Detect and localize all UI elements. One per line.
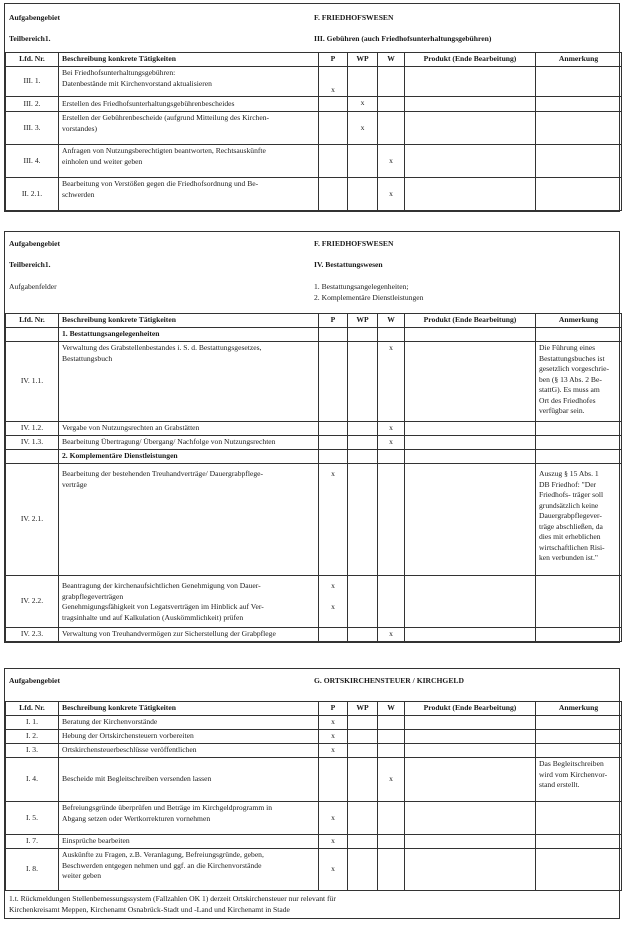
empty-cell [348,450,378,464]
task-table [5,701,622,891]
desc-line: Erstellen der Gebührenbescheide (aufgrund Mitteilung des Kirchen- [62,113,270,122]
footnote [5,891,619,918]
block-ortskirchensteuer [4,668,620,919]
anmerkung-cell [536,849,622,891]
produkt-cell [405,97,536,112]
row-nr: IV. 2.2. [6,576,59,628]
p-mark [319,342,348,422]
label-teilbereich: Teilbereich1. [9,260,51,269]
anmerkung-cell [536,112,622,145]
w-mark [378,716,405,730]
label-aufgabenfelder: Aufgabenfelder [9,282,57,291]
row-nr: IV. 1.3. [6,436,59,450]
row-desc [59,849,319,891]
p-mark [319,628,348,642]
anmerkung-cell [536,758,622,802]
anmerkung-cell [536,342,622,422]
empty-cell [348,328,378,342]
col-header-w: W [378,314,405,328]
desc-line: Auskünfte zu Fragen, z.B. Veranlagung, Befreiungsgründe, geben, [62,850,264,859]
w-mark [378,802,405,835]
produkt-cell [405,576,536,628]
wp-mark [348,464,378,576]
wp-mark [348,576,378,628]
row-nr: I. 3. [6,744,59,758]
col-header-nr: Lfd. Nr. [6,53,59,67]
p-mark: x [319,716,348,730]
col-header-p: P [319,314,348,328]
produkt-cell [405,342,536,422]
col-header-produkt: Produkt (Ende Bearbeitung) [405,314,536,328]
block-bestattungswesen [4,231,620,643]
row-desc [59,145,319,178]
w-mark [378,464,405,576]
empty-cell [536,450,622,464]
produkt-cell [405,422,536,436]
w-mark [378,97,405,112]
row-desc [59,112,319,145]
w-mark [378,744,405,758]
desc-line: Datenbestände mit Kirchenvorstand aktualisieren [62,78,212,88]
anmerkung-cell [536,835,622,849]
produkt-cell [405,145,536,178]
w-mark: x [378,436,405,450]
row-nr: III. 3. [6,112,59,145]
wp-mark [348,835,378,849]
table-row [6,835,622,849]
label-aufgabengebiet: Aufgabengebiet [9,13,61,22]
row-nr: I. 2. [6,730,59,744]
aufgabengebiet-value: G. ORTSKIRCHENSTEUER / KIRCHGELD [314,676,464,685]
desc-line: Beschwerden entgegen nehmen und ggf. an die Kirchenvorstände [62,860,262,870]
col-header-w: W [378,702,405,716]
task-table [5,313,622,642]
note-line: grundsätzlich keine [539,500,599,510]
note-line: wirtschaftlichen Risi- [539,542,605,552]
w-mark [378,112,405,145]
note-line: ben (§ 13 Abs. 2 Be- [539,374,602,384]
row-desc [59,342,319,422]
desc-line: Abgang setzen oder Wertkorrekturen vornehmen [62,813,211,823]
col-header-nr: Lfd. Nr. [6,702,59,716]
p-mark: x [319,835,348,849]
anmerkung-cell [536,802,622,835]
note-line: Das Begleitschreiben [539,759,604,768]
section-row [6,328,622,342]
row-desc: Bearbeitung Übertragung/ Übergang/ Nachfolge von Nutzungsrechten [59,436,319,450]
w-mark: x [378,342,405,422]
anmerkung-cell [536,97,622,112]
aufgabenfelder-line-1: 1. Bestattungsangelegenheiten; [314,282,409,291]
produkt-cell [405,730,536,744]
row-desc: Erstellen des Friedhofsunterhaltungsgebührenbescheides [59,97,319,112]
table-header-row [6,53,622,67]
section-title: 2. Komplementäre Dienstleistungen [59,450,319,464]
produkt-cell [405,464,536,576]
anmerkung-cell [536,730,622,744]
wp-mark [348,730,378,744]
desc-line: Befreiungsgründe überprüfen und Beträge im Kirchgeldprogramm in [62,803,273,812]
row-desc [59,576,319,628]
aufgabengebiet-value: F. FRIEDHOFSWESEN [314,239,394,248]
table-row [6,464,622,576]
table-row [6,744,622,758]
row-nr: IV. 2.1. [6,464,59,576]
p-mark [319,464,348,576]
p-mark: x [319,67,348,97]
empty-cell [319,328,348,342]
note-line: dies mit erheblichen [539,532,601,541]
produkt-cell [405,178,536,211]
block-header [5,669,619,701]
p-mark [319,97,348,112]
col-header-beschreibung: Beschreibung konkrete Tätigkeiten [59,53,319,67]
w-mark [378,67,405,97]
row-desc: Beratung der Kirchenvorstände [59,716,319,730]
produkt-cell [405,67,536,97]
w-mark [378,576,405,628]
teilbereich-value: III. Gebühren (auch Friedhofsunterhaltungsgebühren) [314,34,492,43]
row-desc: Verwaltung von Treuhandvermögen zur Sicherstellung der Grabpflege [59,628,319,642]
wp-mark: x [348,97,378,112]
p-mark: x [319,849,348,891]
table-header-row [6,314,622,328]
w-mark: x [378,628,405,642]
wp-mark [348,342,378,422]
table-row [6,145,622,178]
desc-line: Genehmigungsfähigkeit von Legatsverträgen im Hinblick auf Ver- [62,602,264,611]
block-friedhof-gebuehren [4,3,620,212]
empty-cell [378,450,405,464]
col-header-anmerkung: Anmerkung [536,702,622,716]
produkt-cell [405,628,536,642]
col-header-nr: Lfd. Nr. [6,314,59,328]
note-line: Friedhofs- träger soll [539,490,604,499]
w-mark: x [378,178,405,211]
note-line: stand erstellt. [539,780,580,789]
col-header-p: P [319,702,348,716]
row-nr: I. 4. [6,758,59,802]
row-nr: III. 2. [6,97,59,112]
anmerkung-cell [536,67,622,97]
anmerkung-cell [536,422,622,436]
label-aufgabengebiet: Aufgabengebiet [9,676,61,685]
row-nr: I. 7. [6,835,59,849]
p-mark: x [319,802,348,835]
wp-mark [348,716,378,730]
w-mark: x [378,145,405,178]
anmerkung-cell [536,178,622,211]
table-row [6,802,622,835]
desc-line: tragsinhalte und auf Kalkulation (Auskömmlichkeit) prüfen [62,612,244,622]
row-desc [59,802,319,835]
p-mark [319,576,348,628]
wp-mark [348,802,378,835]
wp-mark: x [348,112,378,145]
w-mark: x [378,758,405,802]
teilbereich-value: IV. Bestattungswesen [314,260,383,269]
note-line: stattG). Es muss am [539,385,600,394]
wp-mark [348,178,378,211]
anmerkung-cell [536,464,622,576]
table-row [6,436,622,450]
row-nr: IV. 1.2. [6,422,59,436]
col-header-anmerkung: Anmerkung [536,53,622,67]
p-mark [319,178,348,211]
produkt-cell [405,112,536,145]
table-row [6,97,622,112]
section-nr [6,328,59,342]
table-row [6,422,622,436]
produkt-cell [405,802,536,835]
anmerkung-cell [536,744,622,758]
note-line: träge abschließen, da [539,521,603,531]
note-line: DB Friedhof: "Der [539,479,597,489]
w-mark [378,730,405,744]
note-line: Ort des Friedhofes [539,395,596,405]
row-desc: Ortskirchensteuerbeschlüsse veröffentlichen [59,744,319,758]
anmerkung-cell [536,145,622,178]
row-nr: IV. 1.1. [6,342,59,422]
col-header-w: W [378,53,405,67]
empty-cell [536,328,622,342]
p-mark: x [319,744,348,758]
wp-mark [348,628,378,642]
col-header-beschreibung: Beschreibung konkrete Tätigkeiten [59,314,319,328]
produkt-cell [405,744,536,758]
wp-mark [348,436,378,450]
wp-mark [348,849,378,891]
label-aufgabengebiet: Aufgabengebiet [9,239,61,248]
w-mark [378,849,405,891]
anmerkung-cell [536,628,622,642]
row-desc [59,464,319,576]
desc-line: Bestattungsbuch [62,353,113,363]
w-mark: x [378,422,405,436]
col-header-anmerkung: Anmerkung [536,314,622,328]
produkt-cell [405,436,536,450]
note-line: Dauergrabpflegever- [539,511,602,520]
col-header-wp: WP [348,53,378,67]
note-line: Bestattungsbuches ist [539,353,605,363]
p-mark [319,422,348,436]
task-table [5,52,622,211]
desc-line: einholen und weiter geben [62,156,143,166]
row-desc: Bescheide mit Begleitschreiben versenden lassen [59,758,319,802]
row-nr: III. 4. [6,145,59,178]
p-mark: x [319,730,348,744]
table-row [6,67,622,97]
w-mark [378,835,405,849]
block-header [5,4,619,52]
desc-line: Bearbeitung der bestehenden Treuhandverträge/ Dauergrabpflege- [62,469,264,478]
section-title: 1. Bestattungsangelegenheiten [59,328,319,342]
p-mark-text: x [331,581,335,590]
col-header-produkt: Produkt (Ende Bearbeitung) [405,702,536,716]
row-desc: Einsprüche bearbeiten [59,835,319,849]
p-mark-text: x [331,601,335,611]
row-nr: III. 1. [6,67,59,97]
section-row [6,450,622,464]
col-header-beschreibung: Beschreibung konkrete Tätigkeiten [59,702,319,716]
footnote-line-1: 1.t. Rückmeldungen Stellenbemessungssystem (Fallzahlen OK 1) derzeit Ortskirchensteuer nur relevant für [9,894,336,903]
desc-line: Verwaltung des Grabstellenbestandes i. S. d. Bestattungsgesetzes, [62,343,262,352]
row-nr: IV. 2.3. [6,628,59,642]
anmerkung-cell [536,716,622,730]
note-line: gesetzlich vorgeschrie- [539,364,610,373]
wp-mark [348,744,378,758]
row-nr: I. 5. [6,802,59,835]
table-row [6,716,622,730]
footnote-line-2: Kirchenkreisamt Meppen, Kirchenamt Osnabrück-Stadt und -Land und Kirchenamt in Stade [9,904,290,914]
col-header-wp: WP [348,702,378,716]
produkt-cell [405,835,536,849]
table-row [6,576,622,628]
aufgabengebiet-value: F. FRIEDHOFSWESEN [314,13,394,22]
note-line: wird vom Kirchenvor- [539,769,608,779]
desc-line: Bearbeitung von Verstößen gegen die Friedhofsordnung und Be- [62,179,259,188]
desc-line: grabpflegeverträgen [62,591,124,601]
table-row [6,849,622,891]
empty-cell [405,450,536,464]
row-desc [59,67,319,97]
desc-line: weiter geben [62,871,102,880]
wp-mark [348,145,378,178]
row-nr: I. 1. [6,716,59,730]
note-line: Die Führung eines [539,343,596,352]
label-teilbereich: Teilbereich1. [9,34,51,43]
note-line: verfügbar sein. [539,406,585,415]
desc-line: Beantragung der kirchenaufsichtlichen Genehmigung von Dauer- [62,581,261,590]
empty-cell [378,328,405,342]
anmerkung-cell [536,436,622,450]
p-mark [319,436,348,450]
empty-cell [405,328,536,342]
p-mark [319,758,348,802]
table-row [6,342,622,422]
produkt-cell [405,716,536,730]
row-desc: Vergabe von Nutzungsrechten an Grabstätten [59,422,319,436]
row-nr: I. 8. [6,849,59,891]
table-row [6,758,622,802]
table-row [6,112,622,145]
produkt-cell [405,849,536,891]
desc-line: schwerden [62,189,95,199]
section-nr [6,450,59,464]
block-header [5,232,619,313]
col-header-produkt: Produkt (Ende Bearbeitung) [405,53,536,67]
row-nr: II. 2.1. [6,178,59,211]
table-row [6,178,622,211]
col-header-wp: WP [348,314,378,328]
desc-line: Bei Friedhofsunterhaltungsgebühren: [62,68,176,77]
desc-line: vorstandes) [62,123,98,133]
wp-mark [348,758,378,802]
note-line: Auszug § 15 Abs. 1 [539,469,599,478]
row-desc [59,178,319,211]
p-mark-text: x [331,469,335,478]
aufgabenfelder-line-2: 2. Komplementäre Dienstleistungen [314,293,424,302]
desc-line: Anfragen von Nutzungsberechtigten beantworten, Rechtsauskünfte [62,146,266,155]
table-row [6,730,622,744]
col-header-p: P [319,53,348,67]
anmerkung-cell [536,576,622,628]
empty-cell [319,450,348,464]
desc-line: verträge [62,479,87,489]
wp-mark [348,67,378,97]
table-header-row [6,702,622,716]
row-desc: Hebung der Ortskirchensteuern vorbereiten [59,730,319,744]
p-mark [319,112,348,145]
p-mark [319,145,348,178]
note-line: ken verbunden ist." [539,553,598,562]
table-row [6,628,622,642]
wp-mark [348,422,378,436]
produkt-cell [405,758,536,802]
